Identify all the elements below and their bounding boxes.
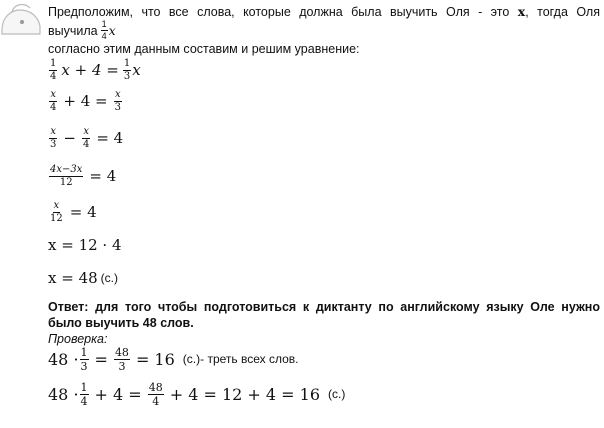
equation-5: $\frac{x}{12}$ = 4 xyxy=(50,199,97,224)
equation-6: x = 12 · 4 xyxy=(48,236,122,254)
equation-1: $\frac{1}{4}$ x + 4 = $\frac{1}{3}$ x xyxy=(50,57,141,82)
equation-2: $\frac{x}{4}$ + 4 = $\frac{x}{3}$ xyxy=(50,88,121,113)
equation-3: $\frac{x}{3}$ − $\frac{x}{4}$ = 4 xyxy=(50,125,124,150)
equation-4: $\frac{4x-3x}{12}$ = 4 xyxy=(50,163,117,188)
check-label: Проверка: xyxy=(48,332,108,346)
equation-7: x = 48 (с.) xyxy=(48,269,118,287)
intro-line-2: выучила $\frac{1}{4}$ x xyxy=(48,19,116,41)
intro-line-1: Предположим, что все слова, которые должна была выучить Оля - это x, тогда Оля xyxy=(48,4,600,19)
mascot-icon xyxy=(0,0,44,36)
answer-text: Ответ: для того чтобы подготовиться к диктанту по английскому языку Оле нужно было выучить 48 слов. xyxy=(48,300,600,330)
check-row-1: 48 · $\frac{1}{3}$ = $\frac{48}{3}$ = 16 (с.) - треть всех слов. xyxy=(48,345,299,373)
fraction: $\frac{1}{4}$ xyxy=(101,19,107,41)
solution-content xyxy=(48,4,600,410)
intro-line-3: согласно этим данным составим и решим уравнение: xyxy=(48,42,360,56)
check-row-2: 48 · $\frac{1}{4}$ + 4 = $\frac{48}{4}$ + 4 = 12 + 4 = 16 (с.) xyxy=(48,380,346,408)
